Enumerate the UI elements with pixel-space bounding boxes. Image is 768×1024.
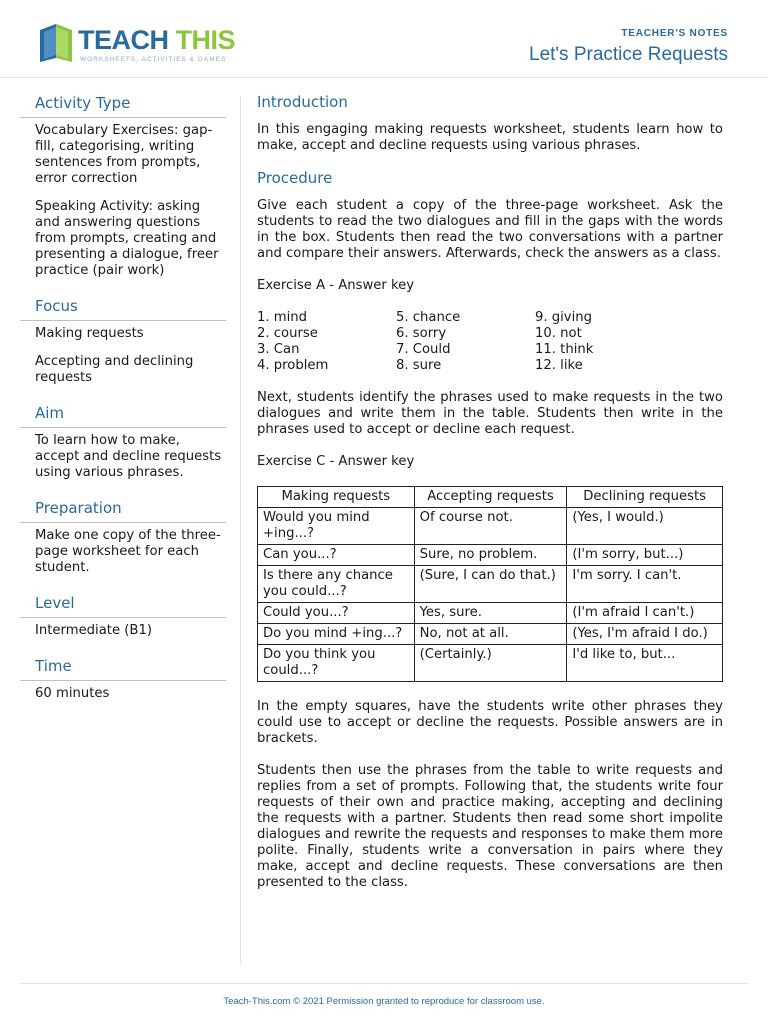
sidebar [20,94,226,720]
preparation-text: Make one copy of the three-page worksheet for each student. [35,528,221,575]
level-text: Intermediate (B1) [35,623,153,638]
footer-copyright: Teach-This.com © 2021 Permission granted to reproduce for classroom use. [223,996,545,1007]
table-row [258,545,723,566]
table-row [258,645,723,682]
table-cell: (Certainly.) [414,645,567,682]
activity-type-item: Vocabulary Exercises: gap-fill, categorising, writing sentences from prompts, error correction [35,123,213,186]
exercise-c-label: Exercise C - Answer key [257,454,415,469]
table-row [258,566,723,603]
exercise-a-answer-grid [257,310,723,374]
answer-item: 6. sorry [396,326,447,341]
level-section [20,594,226,639]
focus-title: Focus [20,297,226,321]
time-section [20,657,226,702]
time-text: 60 minutes [35,686,110,701]
introduction-text: In this engaging making requests worksheet, students learn how to make, accept and decline requests using various phrases. [257,122,723,153]
table-cell: Could you...? [258,603,415,624]
activity-type-item: Speaking Activity: asking and answering questions from prompts, creating and presenting a dialogue, freer practice (pair work) [35,199,219,278]
preparation-section [20,499,226,576]
table-cell: (I'm afraid I can't.) [567,603,723,624]
column-header: Making requests [258,487,415,508]
table-cell: (Yes, I'm afraid I do.) [567,624,723,645]
procedure-paragraph: Students then use the phrases from the table to write requests and replies from a set of prompts. Following that, the students write four requests of their own and practice making, accepting and declining the requests with a partner. Students then read some short impolite dialogues and rewrite the requests and responses to make them more polite. Finally, students write a conversation in pairs where they make, accept and decline requests. These conversations are then presented to the class. [257,763,723,890]
preparation-title: Preparation [20,499,226,523]
table-row [258,603,723,624]
logo-wordmark: TEACH THIS [78,25,236,55]
main-content [257,94,723,907]
table-cell: Of course not. [414,508,567,545]
level-title: Level [20,594,226,618]
column-divider [240,96,241,964]
table-cell: Do you mind +ing...? [258,624,415,645]
answer-item: 12. like [535,358,583,373]
procedure-paragraph: In the empty squares, have the students write other phrases they could use to accept or decline the requests. Possible answers are in brackets. [257,699,723,746]
aim-title: Aim [20,404,226,428]
time-title: Time [20,657,226,681]
table-cell: I'm sorry. I can't. [567,566,723,603]
answer-item: 1. mind [257,310,308,325]
table-row [258,508,723,545]
teach-this-logo[interactable] [36,22,236,70]
focus-item: Accepting and declining requests [35,354,194,385]
exercise-a-label: Exercise A - Answer key [257,278,415,293]
answer-item: 10. not [535,326,582,341]
table-cell: (I'm sorry, but...) [567,545,723,566]
exercise-c-answer-table [257,486,723,682]
activity-type-title: Activity Type [20,94,226,118]
table-cell: (Sure, I can do that.) [414,566,567,603]
answer-item: 7. Could [396,342,451,357]
table-cell: Do you think you could...? [258,645,415,682]
page-header [0,0,768,78]
procedure-heading: Procedure [257,169,333,187]
answer-item: 4. problem [257,358,329,373]
procedure-paragraph: Give each student a copy of the three-page worksheet. Ask the students to read the two dialogues and fill in the gaps with the words in the box. Students then read the two conversations with a partner and compare their answers. Afterwards, check the answers as a class. [257,198,723,261]
teachers-notes-label: TEACHER'S NOTES [621,28,728,39]
table-cell: No, not at all. [414,624,567,645]
table-cell: I'd like to, but... [567,645,723,682]
table-cell: Can you...? [258,545,415,566]
focus-item: Making requests [35,326,144,341]
table-header-row [258,487,723,508]
answer-item: 11. think [535,342,594,357]
table-row [258,624,723,645]
page-title: Let's Practice Requests [529,44,728,65]
table-cell: Would you mind +ing...? [258,508,415,545]
aim-section [20,404,226,481]
answer-item: 3. Can [257,342,300,357]
table-cell: Sure, no problem. [414,545,567,566]
procedure-paragraph: Next, students identify the phrases used to make requests in the two dialogues and write them in the table. Students then write in the phrases used to accept or decline each request. [257,390,723,437]
answer-item: 2. course [257,326,318,341]
answer-item: 8. sure [396,358,442,373]
introduction-heading: Introduction [257,93,348,111]
table-cell: Yes, sure. [414,603,567,624]
answer-item: 9. giving [535,310,593,325]
table-cell: Is there any chance you could...? [258,566,415,603]
footer-divider [20,983,748,984]
table-cell: (Yes, I would.) [567,508,723,545]
book-icon [36,22,76,64]
logo-subtitle: WORKSHEETS, ACTIVITIES & GAMES [80,56,227,63]
column-header: Accepting requests [414,487,567,508]
answer-item: 5. chance [396,310,461,325]
focus-section [20,297,226,386]
activity-type-section [20,94,226,279]
column-header: Declining requests [567,487,723,508]
aim-text: To learn how to make, accept and decline requests using various phrases. [35,433,222,480]
